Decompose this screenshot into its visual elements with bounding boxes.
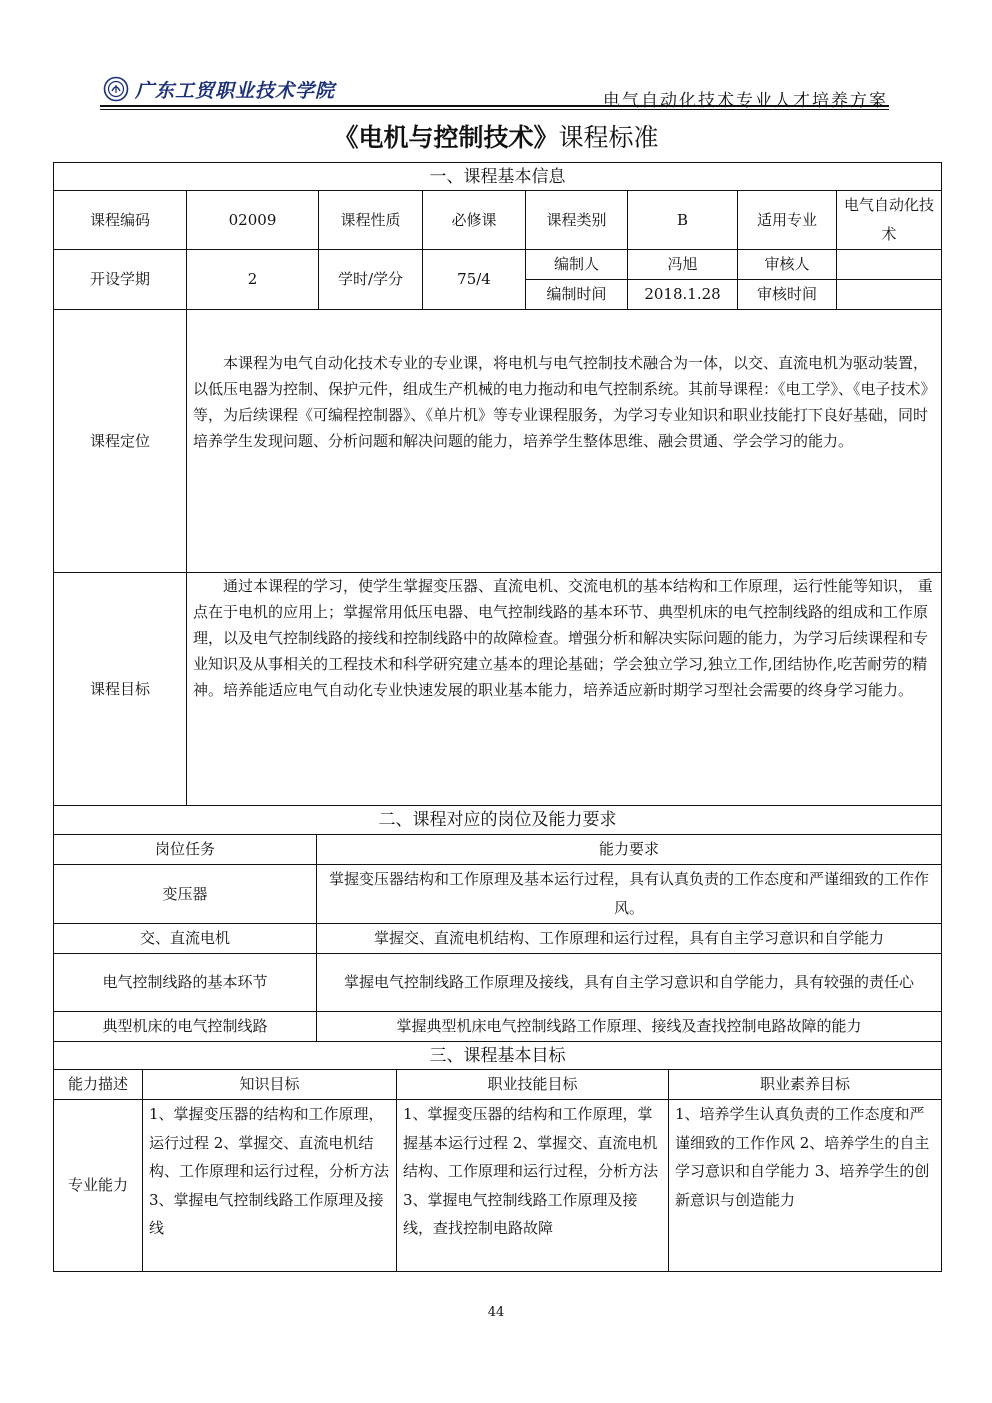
ability-transformer: 掌握变压器结构和工作原理及基本运行过程，具有认真负责的工作态度和严谨细致的工作作风。 [317, 865, 942, 924]
position-ability-table [53, 805, 942, 1042]
ability-control-circuit: 掌握电气控制线路工作原理及接线，具有自主学习意识和自学能力，具有较强的责任心 [317, 954, 942, 1012]
title-suffix: 课程标准 [558, 123, 659, 152]
term-value: 2 [187, 250, 319, 310]
logo-seal-icon [103, 76, 129, 102]
goal-label: 课程目标 [54, 573, 187, 806]
reviewer-value [837, 250, 942, 280]
ability-machine-tool: 掌握典型机床电气控制线路工作原理、接线及查找控制电路故障的能力 [317, 1012, 942, 1042]
professional-ability-label: 专业能力 [54, 1100, 143, 1272]
course-nature-label: 课程性质 [319, 191, 423, 250]
course-code-value: 02009 [187, 191, 319, 250]
course-nature-value: 必修课 [423, 191, 526, 250]
task-transformer: 变压器 [54, 865, 317, 924]
col-skill-header: 职业技能目标 [397, 1070, 669, 1100]
course-category-value: B [628, 191, 738, 250]
basic-info-table [53, 162, 942, 806]
section3-heading: 三、课程基本目标 [54, 1042, 942, 1070]
major-value: 电气自动化技术 [837, 191, 942, 250]
ability-motor: 掌握交、直流电机结构、工作原理和运行过程，具有自主学习意识和自学能力 [317, 924, 942, 954]
header-program-title: 电气自动化技术专业人才培养方案 [603, 91, 888, 111]
logo-text: 广东工贸职业技术学院 [135, 79, 336, 102]
header-logo [103, 74, 335, 104]
header-rule-thin [100, 109, 889, 110]
date-value: 2018.1.28 [628, 280, 738, 310]
hours-value: 75/4 [423, 250, 526, 310]
header-rule [100, 105, 889, 107]
col-task-header: 岗位任务 [54, 835, 317, 865]
col-ability-header: 能力要求 [317, 835, 942, 865]
goal-text: 通过本课程的学习，使学生掌握变压器、直流电机、交流电机的基本结构和工作原理，运行性能等知识， 重点在于电机的应用上；掌握常用低压电器、电气控制线路的基本环节、典型机床的电气控制线路的组成和工作原理，以及电气控制线路的接线和控制线路中的故障检查。增强分析和解决实际问题的能力，为学习后续课程和专业知识及从事相关的工程技术和科学研究建立基本的理论基础；学会独立学习,独立工作,团结协作,吃苦耐劳的精神。培养能适应电气自动化专业快速发展的职业基本能力，培养适应新时期学习型社会需要的终身学习能力。 [187, 573, 942, 806]
course-code-label: 课程编码 [54, 191, 187, 250]
reviewer-label: 审核人 [738, 250, 837, 280]
quality-goals: 1、培养学生认真负责的工作态度和严谨细致的工作作风 2、培养学生的自主学习意识和自学能力 3、培养学生的创新意识与创造能力 [669, 1100, 942, 1272]
review-date-label: 审核时间 [738, 280, 837, 310]
course-category-label: 课程类别 [526, 191, 628, 250]
task-motor: 交、直流电机 [54, 924, 317, 954]
section2-heading: 二、课程对应的岗位及能力要求 [54, 806, 942, 835]
major-label: 适用专业 [738, 191, 837, 250]
col-ability-desc-header: 能力描述 [54, 1070, 143, 1100]
term-label: 开设学期 [54, 250, 187, 310]
course-goals-table [53, 1041, 942, 1272]
title-main: 《电机与控制技术》 [333, 123, 559, 152]
col-knowledge-header: 知识目标 [143, 1070, 397, 1100]
author-label: 编制人 [526, 250, 628, 280]
positioning-label: 课程定位 [54, 310, 187, 573]
page-number: 44 [487, 1305, 505, 1320]
date-label: 编制时间 [526, 280, 628, 310]
review-date-value [837, 280, 942, 310]
section1-heading: 一、课程基本信息 [54, 163, 942, 191]
task-control-circuit: 电气控制线路的基本环节 [54, 954, 317, 1012]
col-quality-header: 职业素养目标 [669, 1070, 942, 1100]
hours-label: 学时/学分 [319, 250, 423, 310]
positioning-text: 本课程为电气自动化技术专业的专业课，将电机与电气控制技术融合为一体，以交、直流电机为驱动装置，以低压电器为控制、保护元件，组成生产机械的电力拖动和电气控制系统。其前导课程：《电工学》、《电子技术》等，为后续课程《可编程控制器》、《单片机》等专业课程服务，为学习专业知识和职业技能打下良好基础，同时培养学生发现问题、分析问题和解决问题的能力，培养学生整体思维、融会贯通、学会学习的能力。 [187, 310, 942, 573]
skill-goals: 1、掌握变压器的结构和工作原理，掌握基本运行过程 2、掌握交、直流电机结构、工作原理和运行过程，分析方法 3、掌握电气控制线路工作原理及接线，查找控制电路故障 [397, 1100, 669, 1272]
task-machine-tool: 典型机床的电气控制线路 [54, 1012, 317, 1042]
author-value: 冯旭 [628, 250, 738, 280]
knowledge-goals: 1、掌握变压器的结构和工作原理，运行过程 2、掌握交、直流电机结构、工作原理和运行过程，分析方法 3、掌握电气控制线路工作原理及接线 [143, 1100, 397, 1272]
document-title [0, 118, 992, 154]
